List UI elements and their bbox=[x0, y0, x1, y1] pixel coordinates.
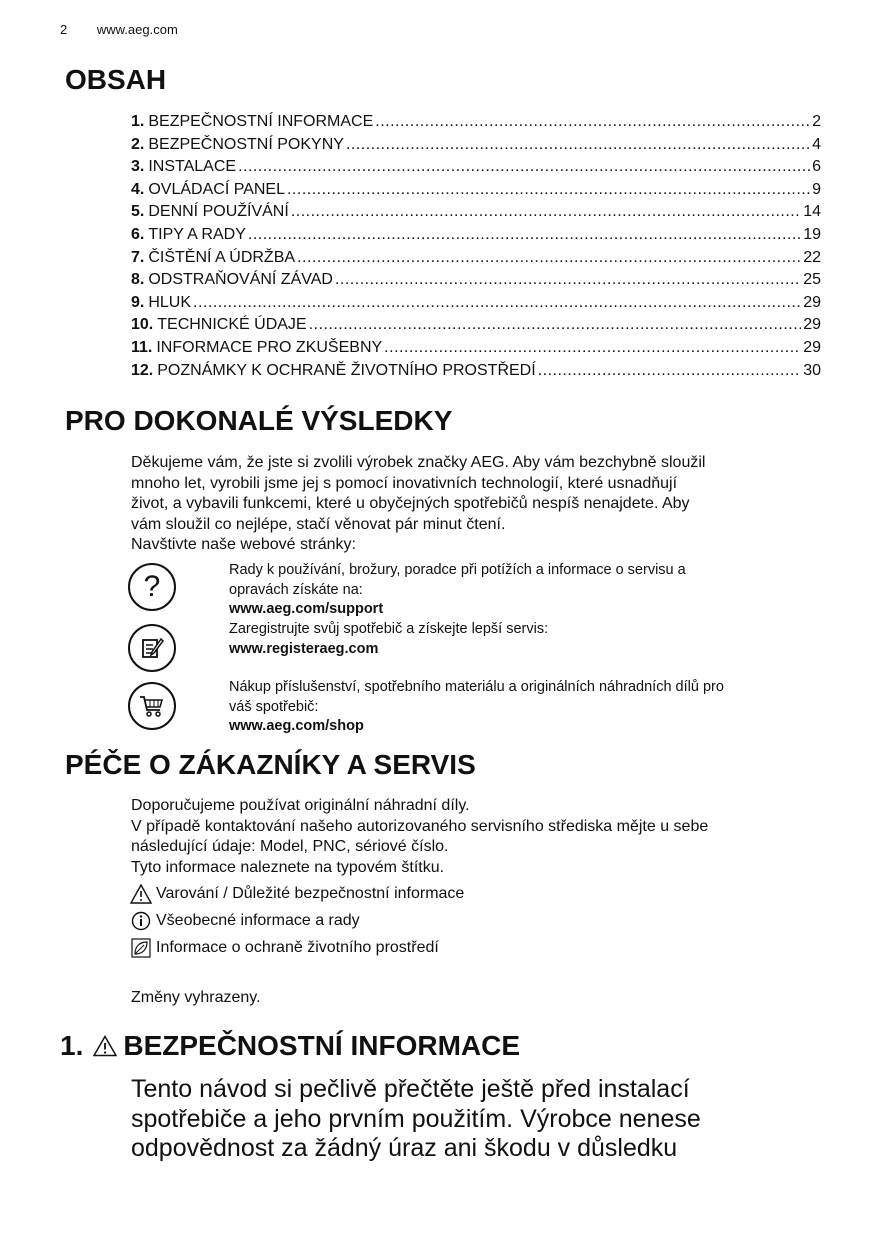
toc-row[interactable]: 2. BEZPEČNOSTNÍ POKYNY ..... 4 bbox=[131, 134, 821, 157]
toc-row[interactable]: 12. POZNÁMKY K OCHRANĚ ŽIVOTNÍHO PROSTŘEDÍ ..... 30 bbox=[131, 360, 821, 383]
cart-icon bbox=[128, 682, 176, 730]
toc-page: 9 bbox=[812, 180, 821, 198]
toc-page: 29 bbox=[803, 293, 821, 311]
toc-label: POZNÁMKY K OCHRANĚ ŽIVOTNÍHO PROSTŘEDÍ bbox=[157, 361, 536, 379]
table-of-contents bbox=[131, 111, 821, 382]
toc-row[interactable]: 7. ČIŠTĚNÍ A ÚDRŽBA ..... 22 bbox=[131, 247, 821, 270]
toc-page: 4 bbox=[812, 135, 821, 153]
legend-warning: Varování / Důležité bezpečnostní informace bbox=[130, 883, 464, 905]
toc-page: 19 bbox=[803, 225, 821, 243]
question-icon: ? bbox=[128, 563, 176, 611]
toc-row[interactable]: 9. HLUK ..... 29 bbox=[131, 292, 821, 315]
support-link[interactable]: www.aeg.com/support bbox=[229, 601, 384, 617]
toc-label: BEZPEČNOSTNÍ INFORMACE bbox=[148, 113, 374, 130]
page-number: 2 bbox=[60, 22, 68, 37]
toc-label: INFORMACE PRO ZKUŠEBNY bbox=[156, 338, 383, 356]
changes-reserved: Změny vyhrazeny. bbox=[131, 989, 261, 1006]
toc-row[interactable]: 10. TECHNICKÉ ÚDAJE ..... 29 bbox=[131, 314, 821, 337]
warning-icon bbox=[130, 883, 152, 905]
legend-info: Všeobecné informace a rady bbox=[130, 910, 360, 932]
toc-label: OVLÁDACÍ PANEL bbox=[148, 180, 285, 198]
toc-label: ČIŠTĚNÍ A ÚDRŽBA bbox=[148, 248, 296, 266]
page-header bbox=[60, 22, 178, 37]
toc-row[interactable]: 5. DENNÍ POUŽÍVÁNÍ ..... 14 bbox=[131, 201, 821, 224]
toc-page: 29 bbox=[803, 338, 821, 356]
toc-label: BEZPEČNOSTNÍ POKYNY bbox=[148, 135, 344, 153]
register-link[interactable]: www.registeraeg.com bbox=[229, 640, 379, 657]
section-number: 1. bbox=[60, 1030, 84, 1061]
toc-row[interactable]: 1. BEZPEČNOSTNÍ INFORMACE ..... 2 bbox=[131, 111, 821, 134]
toc-row[interactable]: 3. INSTALACE ..... 6 bbox=[131, 156, 821, 179]
results-title: PRO DOKONALÉ VÝSLEDKY bbox=[65, 405, 453, 436]
toc-row[interactable]: 8. ODSTRAŇOVÁNÍ ZÁVAD ..... 25 bbox=[131, 269, 821, 292]
register-block: Zaregistrujte svůj spotřebič a získejte lepší servis: www.registeraeg.com bbox=[128, 620, 828, 676]
toc-page: 29 bbox=[803, 316, 821, 334]
toc-row[interactable]: 11. INFORMACE PRO ZKUŠEBNY ..... 29 bbox=[131, 337, 821, 360]
toc-title: OBSAH bbox=[65, 64, 167, 95]
warning-icon bbox=[93, 1035, 117, 1057]
toc-label: TIPY A RADY bbox=[148, 225, 246, 243]
toc-label: HLUK bbox=[148, 293, 192, 311]
info-icon bbox=[130, 910, 152, 932]
toc-page: 6 bbox=[812, 158, 821, 176]
service-text: Doporučujeme používat originální náhradní díly. V případě kontaktování našeho autorizovaného servisního střediska mějte u sebe následující údaje: Model, PNC, sériové číslo. Tyto informace naleznete na typovém štítku. bbox=[131, 797, 709, 876]
section-1-heading bbox=[60, 1030, 520, 1062]
support-block: ? Rady k používání, brožury, poradce při potížích a informace o servisu a opravách získáte na: www.aeg.com/support bbox=[128, 561, 828, 617]
toc-label: TECHNICKÉ ÚDAJE bbox=[157, 316, 307, 334]
toc-page: 2 bbox=[812, 113, 821, 130]
header-url: www.aeg.com bbox=[96, 22, 178, 37]
service-title: PÉČE O ZÁKAZNÍKY A SERVIS bbox=[65, 749, 476, 780]
toc-label: DENNÍ POUŽÍVÁNÍ bbox=[148, 203, 289, 221]
section-1-intro: Tento návod si pečlivě přečtěte ještě před instalací spotřebiče a jeho prvním použitím. Výrobce nenese odpovědnost za žádný úraz ani škodu v důsledku bbox=[131, 1075, 701, 1162]
section-title: BEZPEČNOSTNÍ INFORMACE bbox=[123, 1030, 521, 1061]
results-intro: Děkujeme vám, že jste si zvolili výrobek značky AEG. Aby vám bezchybně sloužil mnoho let, vyrobili jsme jej s pomocí inovativních technologií, které usnadňují život, a vybavili funkcemi, které u obyčejných spotřebičů nespíš nenajdete. Aby vám sloužil co nejlépe, stačí věnovat pár minut čtení. Navštivte naše webové stránky: bbox=[131, 454, 706, 553]
shop-link[interactable]: www.aeg.com/shop bbox=[229, 718, 364, 734]
legend-env: Informace o ochraně životního prostředí bbox=[130, 937, 439, 959]
shop-block: Nákup příslušenství, spotřebního materiálu a originálních náhradních dílů pro váš spotřebič: www.aeg.com/shop bbox=[128, 678, 828, 734]
toc-page: 14 bbox=[803, 203, 821, 221]
toc-row[interactable]: 4. OVLÁDACÍ PANEL ..... 9 bbox=[131, 179, 821, 202]
toc-label: ODSTRAŇOVÁNÍ ZÁVAD bbox=[148, 271, 333, 289]
toc-label: INSTALACE bbox=[148, 158, 237, 176]
toc-row[interactable]: 6. TIPY A RADY ..... 19 bbox=[131, 224, 821, 247]
toc-page: 30 bbox=[803, 361, 821, 379]
toc-page: 25 bbox=[803, 271, 821, 289]
leaf-icon bbox=[130, 937, 152, 959]
register-icon bbox=[128, 624, 176, 672]
toc-page: 22 bbox=[803, 248, 821, 266]
